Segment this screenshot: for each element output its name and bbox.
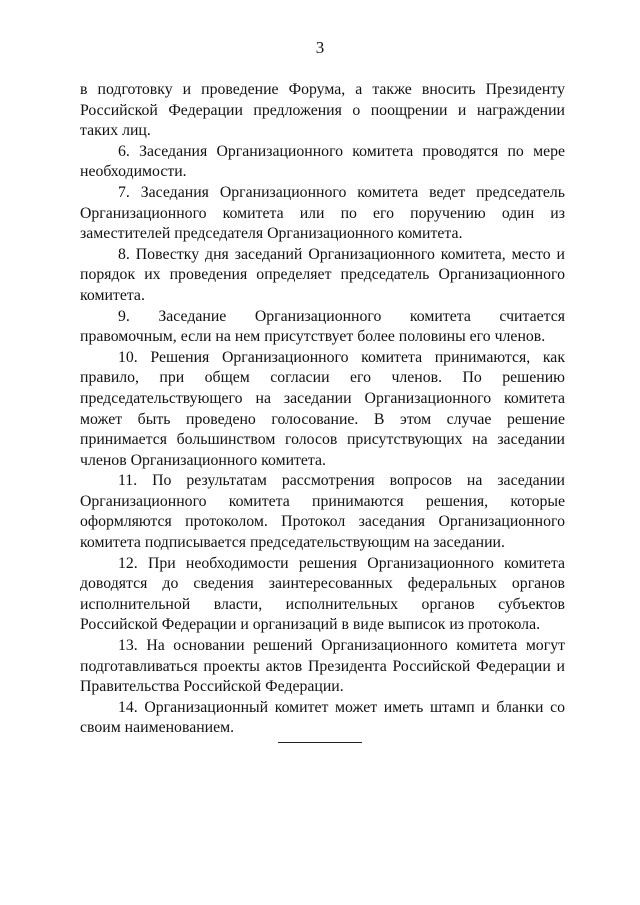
paragraph-13: 13. На основании решений Организационного комитета могут подготавливаться проекты актов Президента Российской Федерации и Правительства Российской Федерации. [80,637,565,696]
paragraph-12: 12. При необходимости решения Организационного комитета доводятся до сведения заинтересованных федеральных органов исполнительной власти, исполнительных органов субъектов Российской Федерации и организаций в виде выписок из протокола. [80,554,565,634]
paragraph-8: 8. Повестку дня заседаний Организационного комитета, место и порядок их проведения определяет председатель Организационного комитета. [80,245,565,304]
closing-divider [278,742,362,743]
paragraph-14: 14. Организационный комитет может иметь штамп и бланки со своим наименованием. [80,698,565,737]
page-number: 3 [315,38,325,57]
paragraph-9: 9. Заседание Организационного комитета считается правомочным, если на нем присутствует более половины его членов. [80,307,565,346]
paragraph-6: 6. Заседания Организационного комитета проводятся по мере необходимости. [80,142,565,181]
paragraph-7: 7. Заседания Организационного комитета ведет председатель Организационного комитета или по его поручению один из заместителей председателя Организационного комитета. [80,183,565,243]
paragraph-10: 10. Решения Организационного комитета принимаются, как правило, при общем согласии его членов. По решению председательствующего на заседании Организационного комитета может быть проведено голосование. В этом случае решение принимается большинством голосов присутствующих на заседании членов Организационного комитета. [80,348,565,469]
paragraph-11: 11. По результатам рассмотрения вопросов на заседании Организационного комитета принимаются решения, которые оформляются протоколом. Протокол заседания Организационного комитета подписывается председательствующим на заседании. [80,472,565,552]
paragraph-continuation: в подготовку и проведение Форума, а также вносить Президенту Российской Федерации предложения о поощрении и награждении таких лиц. [80,81,565,140]
document-body [80,80,565,739]
